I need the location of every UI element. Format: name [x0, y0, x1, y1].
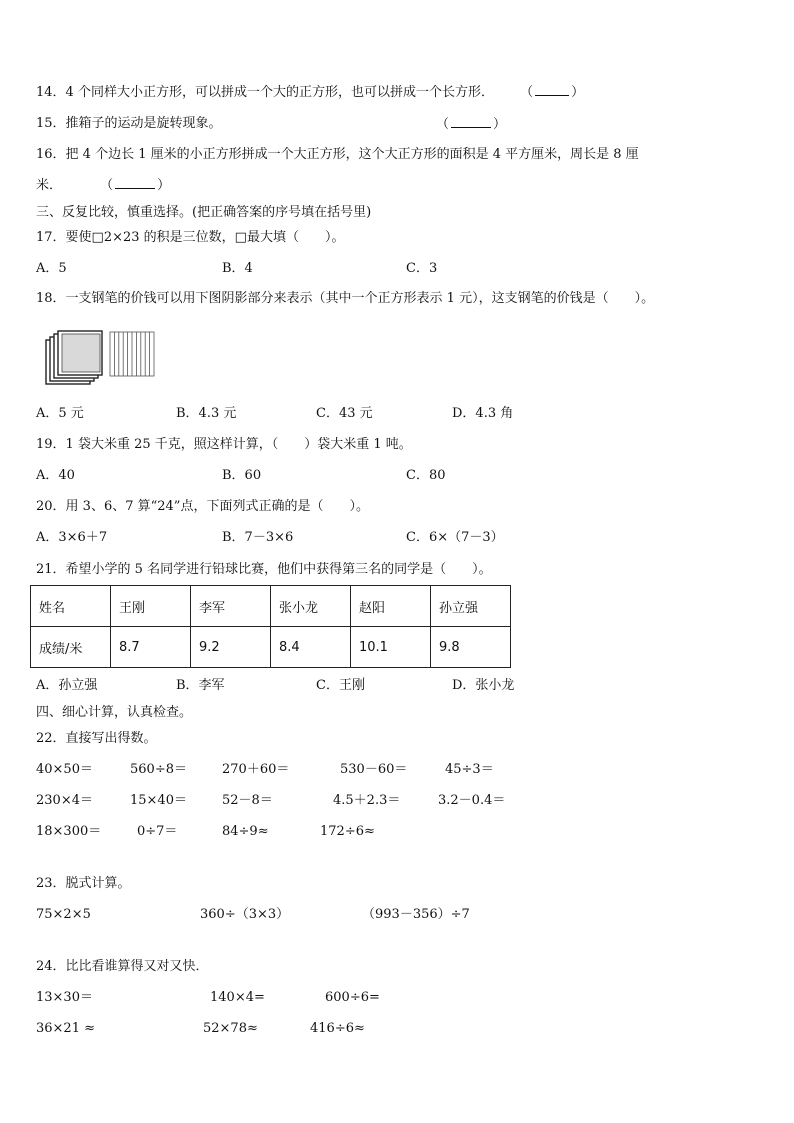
answer-blank[interactable]	[535, 84, 569, 96]
q20-option-a[interactable]: A．3×6＋7	[36, 530, 108, 545]
q18-option-d[interactable]: D．4.3 角	[452, 406, 514, 421]
answer-paren-close: ）	[493, 117, 507, 132]
question-22: 22．直接写出得数。	[36, 731, 157, 746]
calc-item: 18×300＝	[36, 824, 102, 839]
answer-blank[interactable]	[451, 116, 491, 128]
q17-option-a[interactable]: A．5	[36, 261, 67, 276]
question-21: 21．希望小学的 5 名同学进行铅球比赛，他们中获得第三名的同学是（ ）。	[36, 562, 492, 577]
calc-item: 560÷8＝	[130, 762, 187, 777]
question-20: 20．用 3、6、7 算“24”点，下面列式正确的是（ ）。	[36, 499, 369, 514]
table-cell: 成绩/米	[31, 627, 111, 668]
q18-option-b[interactable]: B．4.3 元	[176, 406, 237, 421]
calc-item: 13×30＝	[36, 990, 93, 1005]
question-18: 18．一支钢笔的价钱可以用下图阴影部分来表示（其中一个正方形表示 1 元），这支钢笔的价钱是（ ）。	[36, 291, 655, 306]
table-cell: 9.8	[431, 627, 511, 668]
calc-item: 84÷9≈	[222, 824, 269, 839]
calc-item: 530－60＝	[340, 762, 408, 777]
section-4-heading: 四、细心计算，认真检查。	[36, 705, 193, 720]
question-16-line2	[36, 177, 170, 194]
question-15	[36, 116, 222, 132]
table-cell: 张小龙	[271, 586, 351, 627]
question-15-answer	[436, 116, 506, 133]
question-14	[36, 84, 584, 101]
q21-option-b[interactable]: B．李军	[176, 678, 225, 693]
calc-item: 52×78≈	[203, 1021, 258, 1036]
q19-option-b[interactable]: B．60	[222, 468, 262, 483]
calc-item: 52－8＝	[222, 793, 273, 808]
answer-paren-open: （	[100, 178, 114, 193]
calc-item: 4.5＋2.3＝	[333, 793, 401, 808]
table-cell: 8.4	[271, 627, 351, 668]
q20-option-c[interactable]: C．6×（7－3）	[406, 530, 504, 545]
table-cell: 9.2	[191, 627, 271, 668]
answer-paren-close: ）	[157, 178, 171, 193]
calc-item: 36×21 ≈	[36, 1021, 96, 1036]
table-cell: 赵阳	[351, 586, 431, 627]
q18-option-a[interactable]: A．5 元	[36, 406, 84, 421]
calc-item: 172÷6≈	[320, 824, 375, 839]
q21-option-c[interactable]: C．王刚	[316, 678, 365, 693]
question-17: 17．要使□2×23 的积是三位数，□最大填（ ）。	[36, 230, 345, 245]
calc-item: 40×50＝	[36, 762, 93, 777]
table-row	[31, 627, 511, 668]
question-23: 23．脱式计算。	[36, 876, 131, 891]
q18-option-c[interactable]: C．43 元	[316, 406, 373, 421]
calc-item: 75×2×5	[36, 907, 91, 922]
table-cell: 李军	[191, 586, 271, 627]
calc-item: 15×40＝	[130, 793, 187, 808]
table-cell: 王刚	[111, 586, 191, 627]
q21-option-a[interactable]: A．孙立强	[36, 678, 98, 693]
table-header-row	[31, 586, 511, 627]
answer-paren-open: （	[436, 117, 450, 132]
question-24: 24．比比看谁算得又对又快．	[36, 959, 209, 974]
question-15-text: 15．推箱子的运动是旋转现象。	[36, 116, 222, 131]
question-16-line1: 16．把 4 个边长 1 厘米的小正方形拼成一个大正方形，这个大正方形的面积是 4 平方厘米，周长是 8 厘	[36, 147, 639, 162]
section-3-heading: 三、反复比较，慎重选择。(把正确答案的序号填在括号里)	[36, 205, 372, 220]
money-squares-figure	[44, 330, 164, 386]
calc-item: 416÷6≈	[310, 1021, 365, 1036]
calc-item: 600÷6=	[325, 990, 380, 1005]
q20-option-b[interactable]: B．7－3×6	[222, 530, 294, 545]
q21-option-d[interactable]: D．张小龙	[452, 678, 515, 693]
table-cell: 姓名	[31, 586, 111, 627]
calc-item: 140×4=	[210, 990, 265, 1005]
answer-paren-open: （	[520, 85, 534, 100]
calc-item: 45÷3＝	[445, 762, 494, 777]
calc-item: 0÷7＝	[137, 824, 178, 839]
calc-item: （993－356）÷7	[362, 907, 470, 922]
q17-option-b[interactable]: B．4	[222, 261, 253, 276]
question-16-text: 米．	[36, 178, 63, 193]
calc-item: 270＋60＝	[222, 762, 290, 777]
score-table	[30, 585, 511, 668]
table-cell: 10.1	[351, 627, 431, 668]
question-14-text: 14．4 个同样大小正方形，可以拼成一个大的正方形，也可以拼成一个长方形．	[36, 85, 494, 100]
tenth-strips	[110, 332, 154, 376]
full-squares-stack	[46, 331, 102, 384]
q19-option-a[interactable]: A．40	[36, 468, 75, 483]
question-19: 19．1 袋大米重 25 千克，照这样计算，（ ）袋大米重 1 吨。	[36, 437, 412, 452]
q17-option-c[interactable]: C．3	[406, 261, 438, 276]
calc-item: 3.2－0.4＝	[438, 793, 506, 808]
calc-item: 360÷（3×3）	[200, 907, 290, 922]
answer-paren-close: ）	[571, 85, 585, 100]
table-cell: 孙立强	[431, 586, 511, 627]
calc-item: 230×4＝	[36, 793, 93, 808]
square-shading	[62, 334, 100, 372]
table-cell: 8.7	[111, 627, 191, 668]
answer-blank[interactable]	[115, 177, 155, 189]
q19-option-c[interactable]: C．80	[406, 468, 446, 483]
